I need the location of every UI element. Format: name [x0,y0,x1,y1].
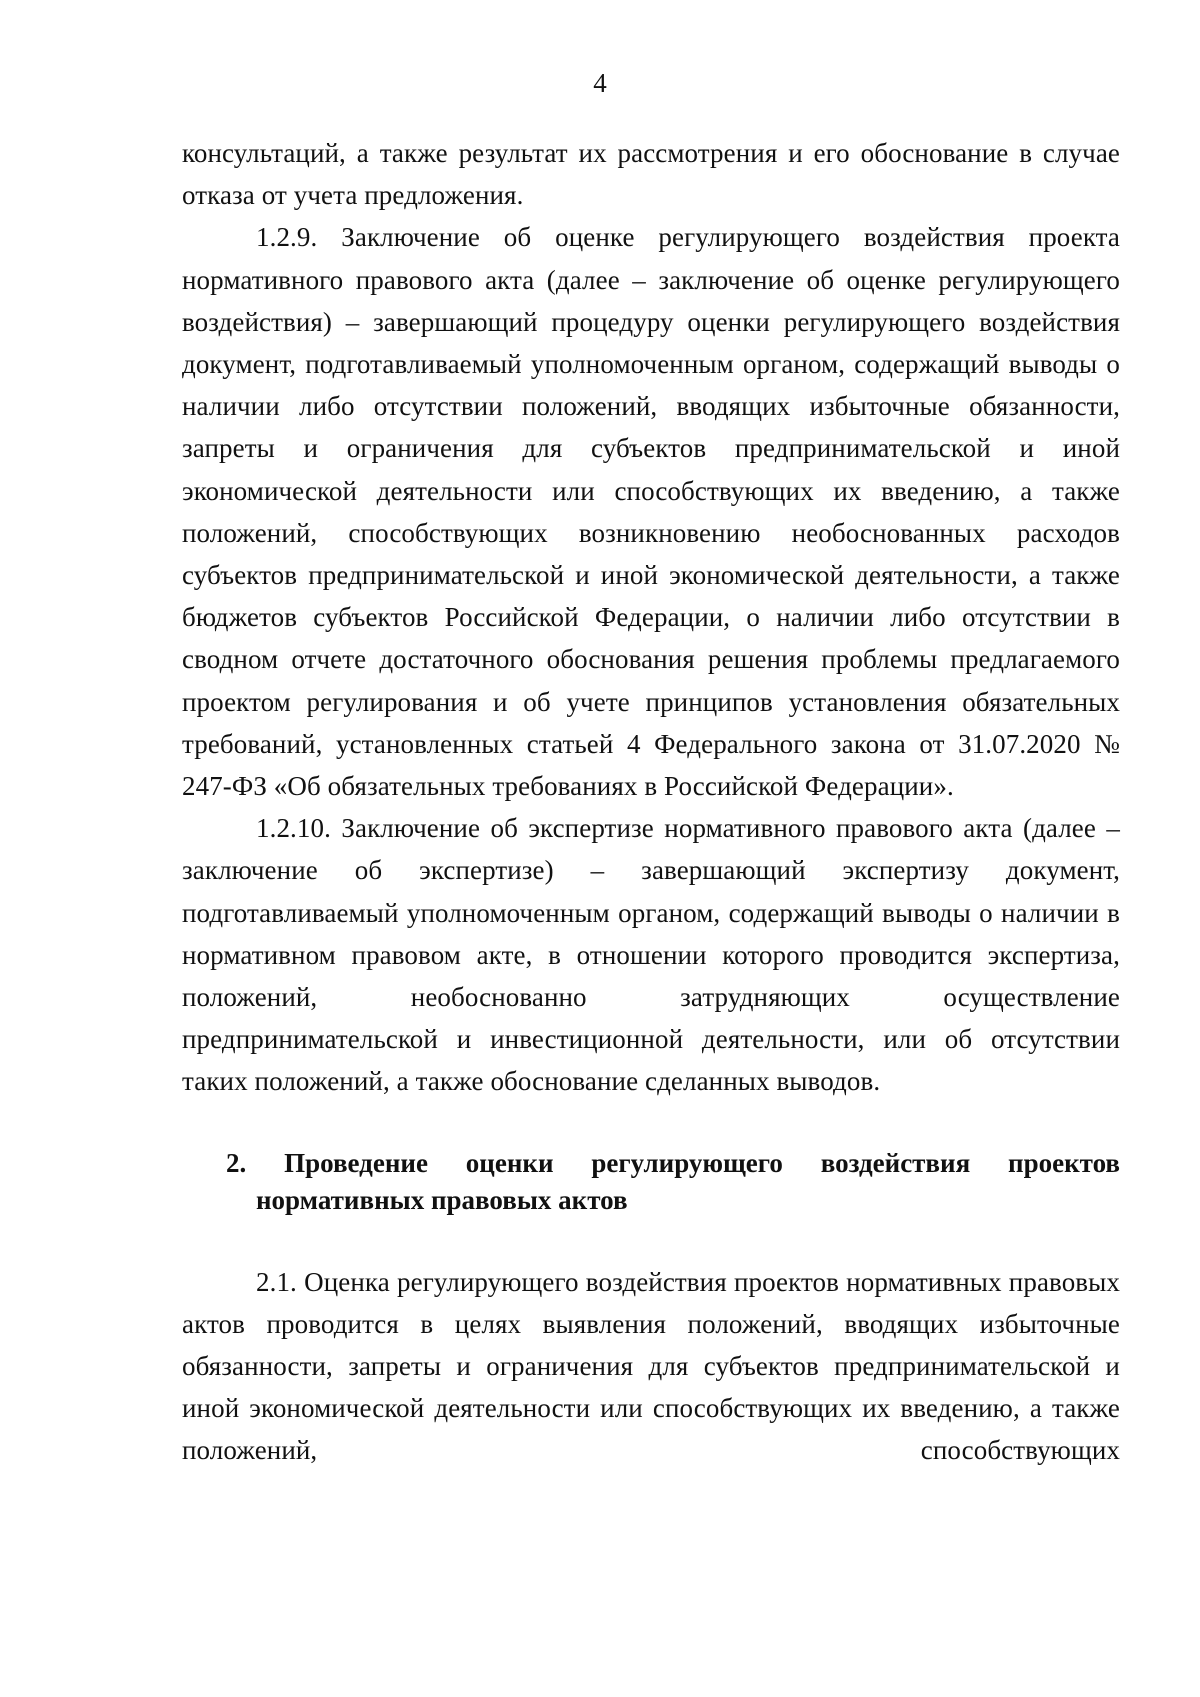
paragraph-2-1: 2.1. Оценка регулирующего воздействия проектов нормативных правовых актов проводится в целях выявления положений, вводящих избыточные обязанности, запреты и ограничения для субъектов предпринимательской и иной экономической деятельности или способствующих их введению, а также положений, способствующих [182,1266,1120,1466]
paragraph-continuation: консультаций, а также результат их рассмотрения и его обоснование в случае отказа от учета предложения. [182,138,1120,211]
paragraph-1-2-10: 1.2.10. Заключение об экспертизе нормативного правового акта (далее – заключение об экспертизе) – завершающий экспертизу документ, подготавливаемый уполномоченным органом, содержащий выводы о наличии в нормативном правовом акте, в отношении которого проводится экспертиза, положений, необоснованно затрудняющих осуществление предпринимательской и инвестиционной деятельности, или об отсутствии таких положений, а также обоснование сделанных выводов. [182,813,1120,1097]
document-body [182,132,1120,1472]
paragraph-1-2-9: 1.2.9. Заключение об оценке регулирующего воздействия проекта нормативного правового акта (далее – заключение об оценке регулирующего воздействия) – завершающий процедуру оценки регулирующего воздействия документ, подготавливаемый уполномоченным органом, содержащий выводы о наличии либо отсутствии положений, вводящих избыточные обязанности, запреты и ограничения для субъектов предпринимательской и иной экономической деятельности или способствующих их введению, а также положений, способствующих возникновению необоснованных расходов субъектов предпринимательской и иной экономической деятельности, а также бюджетов субъектов Российской Федерации, о наличии либо отсутствии в сводном отчете достаточного обоснования решения проблемы предлагаемого проектом регулирования и об учете принципов установления обязательных требований, установленных статьей 4 Федерального закона от 31.07.2020 № 247-ФЗ «Об обязательных требованиях в Российской Федерации». [182,222,1120,802]
section-heading-text: 2. Проведение оценки регулирующего воздействия проектов нормативных правовых актов [226,1147,1120,1215]
page-number: 4 [593,68,607,98]
section-heading [182,1145,1120,1219]
